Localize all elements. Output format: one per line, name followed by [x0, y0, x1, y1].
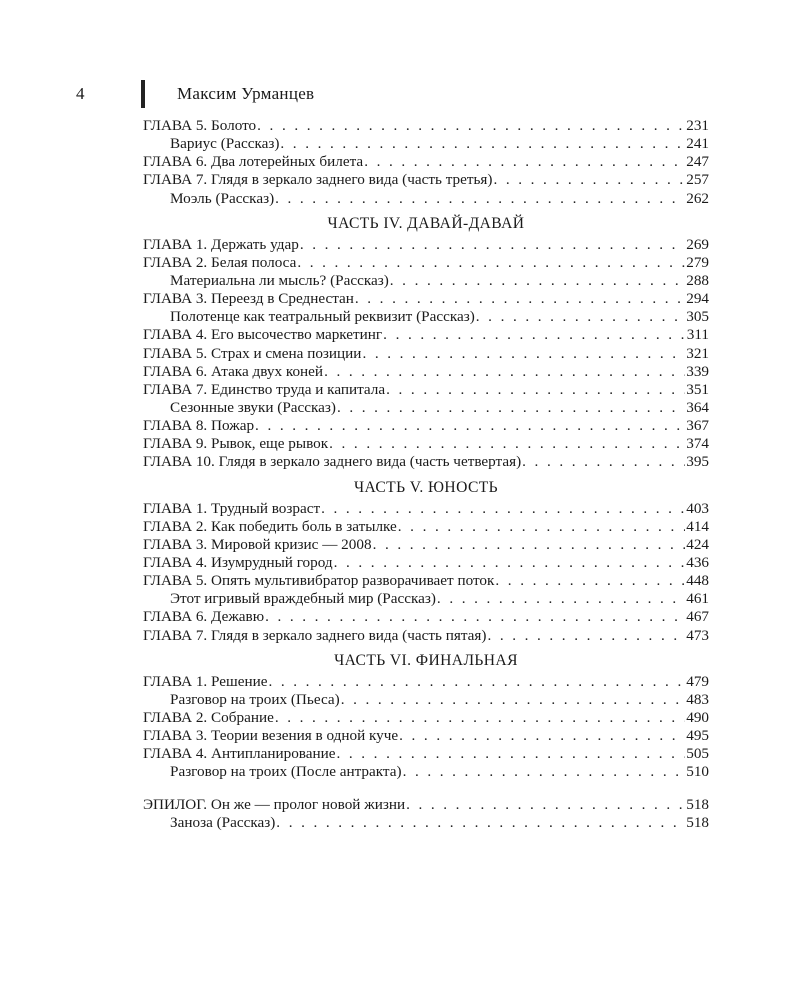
toc-entry-page: 510 [686, 763, 709, 781]
toc-entry-story [143, 190, 709, 208]
dot-leader [386, 381, 685, 399]
toc-entry-page: 294 [686, 290, 709, 308]
toc-entry-chapter [143, 117, 709, 135]
toc-entry-page: 231 [686, 117, 709, 134]
dot-leader [255, 417, 685, 435]
toc-entry-title: ГЛАВА 3. Переезд в Среднестан [143, 290, 354, 308]
toc-entry-chapter [143, 554, 709, 572]
dot-leader [341, 691, 686, 709]
dot-leader [390, 272, 685, 290]
header-divider [141, 80, 145, 108]
toc-entry-title: ГЛАВА 3. Мировой кризис — 2008 [143, 535, 372, 553]
toc-group-part4 [143, 236, 709, 472]
toc-entry-title: Сезонные звуки (Рассказ) [170, 398, 336, 416]
toc-entry-title: ГЛАВА 5. Болото [143, 117, 257, 134]
dot-leader [383, 326, 686, 344]
toc-entry-title: Моэль (Рассказ) [170, 189, 275, 207]
toc-entry-page: 321 [686, 344, 709, 362]
toc-entry-chapter [143, 290, 709, 308]
toc-entry-title: ГЛАВА 2. Собрание [143, 708, 274, 726]
toc-entry-page: 257 [686, 171, 709, 189]
toc-entry-page: 518 [686, 813, 709, 831]
dot-leader [487, 627, 685, 645]
toc-entry-page: 505 [686, 745, 709, 763]
toc-entry-story [143, 399, 709, 417]
dot-leader [337, 399, 685, 417]
toc-entry-chapter [143, 536, 709, 554]
dot-leader [373, 536, 686, 554]
toc-entry-title: ГЛАВА 7. Глядя в зеркало заднего вида (часть третья) [143, 171, 493, 189]
table-of-contents [143, 117, 709, 832]
author-name: Максим Урманцев [177, 84, 315, 103]
toc-entry-title: Этот игривый враждебный мир (Рассказ) [170, 590, 436, 608]
toc-entry-chapter [143, 572, 709, 590]
toc-entry-title: ГЛАВА 7. Единство труда и капитала [143, 380, 386, 398]
toc-entry-chapter [143, 236, 709, 254]
toc-entry-page: 311 [686, 326, 709, 344]
dot-leader [522, 453, 685, 471]
toc-entry-title: Полотенце как театральный реквизит (Рассказ) [170, 308, 475, 326]
toc-entry-story [143, 135, 709, 153]
part-heading-6: ЧАСТЬ VI. ФИНАЛЬНАЯ [334, 651, 518, 669]
dot-leader [437, 590, 685, 608]
toc-entry-page: 364 [686, 398, 709, 416]
toc-entry-title: Заноза (Рассказ) [170, 813, 276, 831]
dot-leader [300, 236, 685, 254]
toc-entry-chapter [143, 363, 709, 381]
toc-entry-page: 241 [686, 135, 709, 153]
toc-entry-page: 305 [686, 308, 709, 326]
dot-leader [406, 796, 685, 814]
toc-entry-chapter [143, 796, 709, 814]
toc-entry-page: 269 [686, 235, 709, 253]
toc-entry-title: ГЛАВА 5. Опять мультивибратор разворачивает поток [143, 572, 495, 590]
toc-entry-title: ГЛАВА 8. Пожар [143, 417, 255, 435]
toc-entry-page: 483 [686, 690, 709, 708]
toc-entry-story [143, 763, 709, 781]
toc-entry-chapter [143, 381, 709, 399]
toc-entry-title: ГЛАВА 10. Глядя в зеркало заднего вида (часть четвертая) [143, 453, 522, 471]
dot-leader [268, 673, 685, 691]
dot-leader [399, 727, 685, 745]
dot-leader [265, 608, 685, 626]
toc-entry-chapter [143, 727, 709, 745]
toc-entry-page: 479 [686, 672, 709, 690]
toc-entry-chapter [143, 417, 709, 435]
toc-entry-title: Материальна ли мысль? (Рассказ) [170, 271, 389, 289]
toc-entry-page: 436 [686, 553, 709, 571]
toc-entry-page: 403 [686, 499, 709, 517]
toc-entry-title: Разговор на троих (После антракта) [170, 763, 402, 781]
dot-leader [329, 435, 685, 453]
toc-entry-page: 339 [686, 362, 709, 380]
toc-group-part5 [143, 500, 709, 645]
dot-leader [398, 518, 685, 536]
toc-entry-chapter [143, 254, 709, 272]
toc-entry-story [143, 691, 709, 709]
dot-leader [275, 190, 685, 208]
toc-entry-chapter [143, 435, 709, 453]
dot-leader [275, 709, 685, 727]
dot-leader [355, 290, 685, 308]
toc-entry-page: 279 [686, 253, 709, 271]
epilogue-gap [143, 782, 709, 796]
part-heading-4: ЧАСТЬ IV. ДАВАЙ-ДАВАЙ [327, 214, 525, 232]
toc-entry-title: Вариус (Рассказ) [170, 135, 280, 153]
toc-entry-title: ГЛАВА 3. Теории везения в одной куче [143, 727, 399, 745]
toc-entry-page: 288 [686, 271, 709, 289]
toc-entry-page: 461 [686, 590, 709, 608]
page-number: 4 [76, 84, 85, 103]
toc-entry-title: ГЛАВА 2. Как победить боль в затылке [143, 517, 397, 535]
toc-entry-chapter [143, 500, 709, 518]
toc-entry-chapter [143, 345, 709, 363]
toc-entry-chapter [143, 673, 709, 691]
toc-entry-chapter [143, 608, 709, 626]
dot-leader [495, 572, 685, 590]
toc-entry-chapter [143, 745, 709, 763]
dot-leader [321, 500, 685, 518]
toc-entry-title: ГЛАВА 1. Трудный возраст [143, 499, 321, 517]
toc-entry-title: ГЛАВА 5. Страх и смена позиции [143, 344, 362, 362]
dot-leader [280, 135, 685, 153]
toc-entry-chapter [143, 709, 709, 727]
toc-entry-page: 518 [686, 795, 709, 813]
toc-entry-chapter [143, 326, 709, 344]
dot-leader [364, 153, 685, 171]
toc-entry-title: ГЛАВА 4. Антипланирование [143, 745, 336, 763]
toc-entry-page: 262 [686, 189, 709, 207]
toc-entry-chapter [143, 453, 709, 471]
dot-leader [276, 814, 685, 832]
toc-entry-story [143, 272, 709, 290]
toc-entry-title: ГЛАВА 9. Рывок, еще рывок [143, 435, 329, 453]
toc-entry-title: ГЛАВА 6. Атака двух коней [143, 362, 324, 380]
toc-entry-title: ГЛАВА 1. Решение [143, 672, 268, 690]
running-header [0, 80, 800, 110]
toc-entry-page: 374 [686, 435, 709, 453]
toc-entry-title: ГЛАВА 2. Белая полоса [143, 253, 297, 271]
toc-entry-page: 414 [686, 517, 709, 535]
toc-entry-page: 367 [686, 417, 709, 435]
dot-leader [337, 745, 686, 763]
toc-entry-page: 467 [686, 608, 709, 626]
toc-entry-page: 448 [686, 572, 709, 590]
toc-group-part6 [143, 673, 709, 782]
toc-entry-story [143, 590, 709, 608]
toc-entry-page: 495 [686, 727, 709, 745]
dot-leader [297, 254, 685, 272]
toc-entry-chapter [143, 627, 709, 645]
dot-leader [493, 171, 685, 189]
dot-leader [403, 763, 686, 781]
toc-group-epilogue [143, 796, 709, 832]
toc-entry-title: ГЛАВА 1. Держать удар [143, 235, 299, 253]
toc-entry-title: ЭПИЛОГ. Он же — пролог новой жизни [143, 795, 406, 813]
dot-leader [476, 308, 685, 326]
dot-leader [257, 117, 685, 135]
toc-entry-page: 424 [686, 535, 709, 553]
toc-entry-story [143, 308, 709, 326]
toc-entry-page: 351 [686, 380, 709, 398]
toc-entry-title: ГЛАВА 4. Его высочество маркетинг [143, 326, 383, 344]
toc-entry-title: Разговор на троих (Пьеса) [170, 690, 340, 708]
toc-entry-title: ГЛАВА 7. Глядя в зеркало заднего вида (часть пятая) [143, 626, 487, 644]
toc-entry-title: ГЛАВА 6. Два лотерейных билета [143, 153, 364, 171]
dot-leader [324, 363, 685, 381]
toc-group-part3-continued [143, 117, 709, 208]
toc-entry-story [143, 814, 709, 832]
part-heading-5: ЧАСТЬ V. ЮНОСТЬ [353, 478, 499, 496]
dot-leader [334, 554, 686, 572]
toc-entry-title: ГЛАВА 4. Изумрудный город [143, 553, 333, 571]
toc-entry-page: 490 [686, 708, 709, 726]
toc-entry-chapter [143, 171, 709, 189]
toc-entry-chapter [143, 153, 709, 171]
toc-entry-page: 247 [686, 153, 709, 171]
toc-entry-page: 473 [686, 626, 709, 644]
toc-entry-title: ГЛАВА 6. Дежавю [143, 608, 265, 626]
toc-entry-page: 395 [686, 453, 709, 471]
toc-entry-chapter [143, 518, 709, 536]
dot-leader [362, 345, 685, 363]
